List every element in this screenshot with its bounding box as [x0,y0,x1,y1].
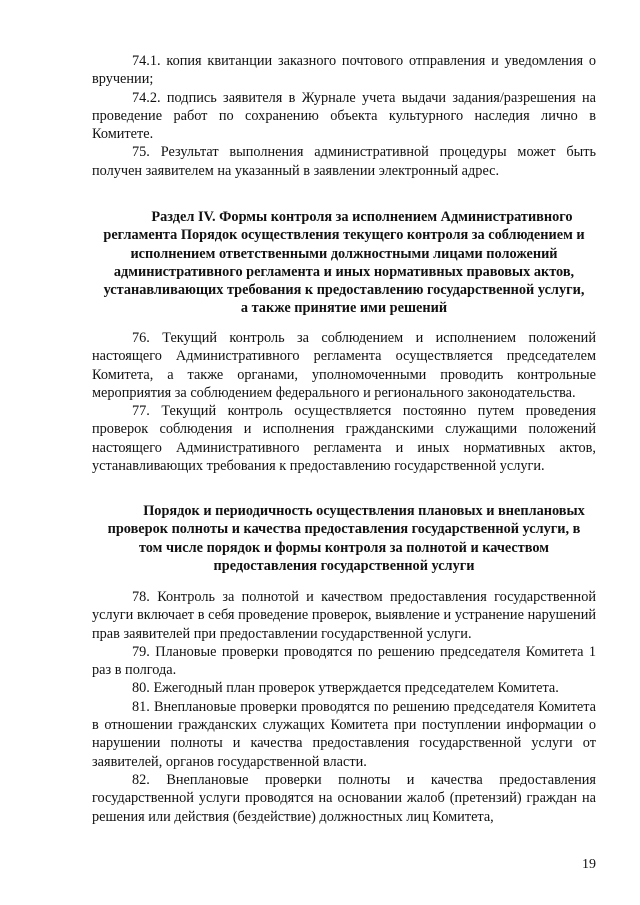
page-number: 19 [582,857,596,872]
section-heading: Раздел IV. Формы контроля за исполнением Административного регламента Порядок осуществления текущего контроля за соблюдением и исполнением ответственными должностными лицами положений административного регламента и иных нормативных правовых актов, устанавливающих требования к предоставлению государственной услуги, а также принятие ими решений [103,209,585,317]
paragraph-77: 77. Текущий контроль осуществляется постоянно путем проведения проверок соблюдения и исполнения гражданскими служащими положений настоящего Административного регламента и иных нормативных актов, устанавливающих требования к предоставлению государственной услуги. [92,403,596,475]
paragraph-78: 78. Контроль за полнотой и качеством предоставления государственной услуги включает в себя проведение проверок, выявление и устранение нарушений прав заявителей при предоставлении государственной услуги. [92,589,596,642]
paragraph-74-1: 74.1. копия квитанции заказного почтового отправления и уведомления о вручении; [92,53,596,88]
paragraph-76: 76. Текущий контроль за соблюдением и исполнением положений настоящего Административного регламента осуществляется председателем Комитета, а также органами, уполномоченными проводить контрольные мероприятия за соблюдением федерального и регионального законодательства. [92,330,596,401]
paragraph-75: 75. Результат выполнения административной процедуры может быть получен заявителем на указанный в заявлении электронный адрес. [92,144,596,179]
top-paragraphs [92,52,596,180]
section-heading-block [92,208,596,318]
bottom-paragraphs [92,588,596,826]
paragraph-74-2: 74.2. подпись заявителя в Журнале учета выдачи задания/разрешения на проведение работ по сохранению объекта культурного наследия лично в Комитете. [92,89,596,143]
subsection-heading-block [92,502,596,575]
paragraph-79: 79. Плановые проверки проводятся по решению председателя Комитета 1 раз в полгода. [92,643,596,679]
middle-paragraphs [92,329,596,475]
paragraph-82: 82. Внеплановые проверки полноты и качества предоставления государственной услуги проводятся на основании жалоб (претензий) граждан на решения или действия (бездействие) должностных лиц Комитета, [92,771,596,825]
subsection-heading: Порядок и периодичность осуществления плановых и внеплановых проверок полноты и качества предоставления государственной услуги, в том числе порядок и формы контроля за полнотой и качеством предоставления государственной услуги [107,503,585,574]
paragraph-81: 81. Внеплановые проверки проводятся по решению председателя Комитета в отношении гражданских служащих Комитета при поступлении информации о нарушении полноты и качества предоставления государственной услуги от заявителей, органов государственной власти. [92,698,596,770]
paragraph-80: 80. Ежегодный план проверок утверждается председателем Комитета. [132,680,559,697]
